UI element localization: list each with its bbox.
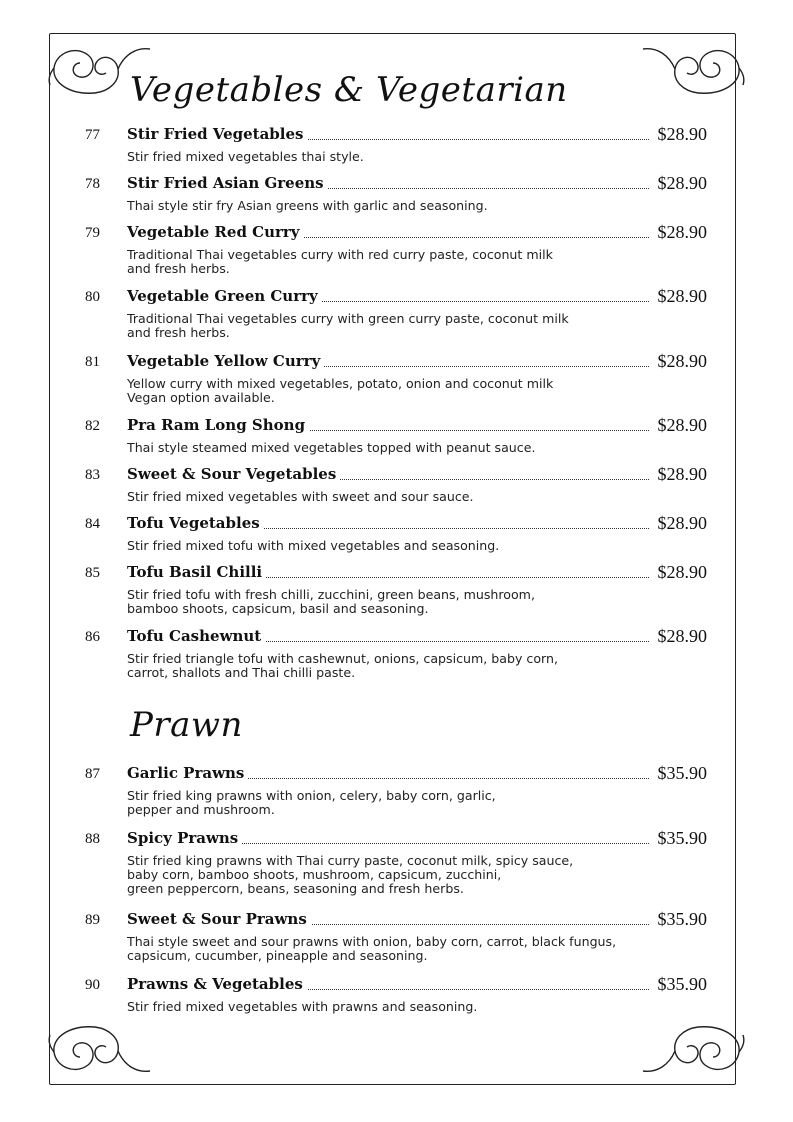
item-price: $28.90 xyxy=(657,173,707,193)
item-number: 77 xyxy=(85,127,100,143)
item-number: 84 xyxy=(85,516,100,532)
description-line: Traditional Thai vegetables curry with green curry paste, coconut milk xyxy=(127,311,569,326)
item-number: 86 xyxy=(85,629,100,645)
description-line: Stir fried mixed vegetables thai style. xyxy=(127,149,364,164)
item-number: 81 xyxy=(85,354,100,370)
description-line: Stir fried tofu with fresh chilli, zucchini, green beans, mushroom, xyxy=(127,587,535,602)
description-line: and fresh herbs. xyxy=(127,325,230,340)
item-name: Sweet & Sour Vegetables xyxy=(127,463,340,485)
item-price: $28.90 xyxy=(657,415,707,435)
item-number: 88 xyxy=(85,831,100,847)
section-title-prawn: Prawn xyxy=(130,705,243,745)
item-description xyxy=(127,248,707,276)
item-price: $28.90 xyxy=(657,513,707,533)
item-description xyxy=(127,935,707,963)
section-title-vegetables: Vegetables & Vegetarian xyxy=(130,70,568,110)
item-name: Prawns & Vegetables xyxy=(127,973,307,995)
menu-item-87 xyxy=(85,764,707,817)
item-name: Vegetable Yellow Curry xyxy=(127,350,324,372)
menu-item-90 xyxy=(85,975,707,1014)
item-price: $35.90 xyxy=(657,974,707,994)
item-price: $35.90 xyxy=(657,909,707,929)
item-price: $35.90 xyxy=(657,763,707,783)
description-line: Stir fried triangle tofu with cashewnut, onions, capsicum, baby corn, xyxy=(127,651,558,666)
item-price: $28.90 xyxy=(657,626,707,646)
description-line: Stir fried king prawns with onion, celery, baby corn, garlic, xyxy=(127,788,496,803)
menu-item-85 xyxy=(85,563,707,616)
menu-item-78 xyxy=(85,174,707,213)
item-description xyxy=(127,199,707,213)
item-price: $28.90 xyxy=(657,124,707,144)
item-name: Stir Fried Vegetables xyxy=(127,123,307,145)
menu-item-82 xyxy=(85,416,707,455)
item-name: Sweet & Sour Prawns xyxy=(127,908,311,930)
corner-flourish-top-right xyxy=(633,33,753,103)
item-description xyxy=(127,441,707,455)
item-name: Tofu Basil Chilli xyxy=(127,561,266,583)
item-description xyxy=(127,789,707,817)
item-description xyxy=(127,652,707,680)
item-price: $28.90 xyxy=(657,464,707,484)
description-line: capsicum, cucumber, pineapple and seasoning. xyxy=(127,948,428,963)
item-number: 85 xyxy=(85,565,100,581)
item-description xyxy=(127,588,707,616)
menu-item-89 xyxy=(85,910,707,963)
description-line: Traditional Thai vegetables curry with red curry paste, coconut milk xyxy=(127,247,553,262)
menu-item-88 xyxy=(85,829,707,896)
item-number: 90 xyxy=(85,977,100,993)
menu-item-80 xyxy=(85,287,707,340)
item-name: Tofu Cashewnut xyxy=(127,625,265,647)
description-line: and fresh herbs. xyxy=(127,261,230,276)
item-number: 82 xyxy=(85,418,100,434)
item-number: 89 xyxy=(85,912,100,928)
item-name: Pra Ram Long Shong xyxy=(127,414,309,436)
menu-item-84 xyxy=(85,514,707,553)
description-line: Thai style stir fry Asian greens with garlic and seasoning. xyxy=(127,198,488,213)
item-price: $28.90 xyxy=(657,222,707,242)
item-name: Vegetable Red Curry xyxy=(127,221,304,243)
item-number: 80 xyxy=(85,289,100,305)
description-line: baby corn, bamboo shoots, mushroom, capsicum, zucchini, xyxy=(127,867,502,882)
menu-item-83 xyxy=(85,465,707,504)
description-line: Thai style sweet and sour prawns with onion, baby corn, carrot, black fungus, xyxy=(127,934,617,949)
description-line: carrot, shallots and Thai chilli paste. xyxy=(127,665,356,680)
item-number: 87 xyxy=(85,766,100,782)
menu-item-86 xyxy=(85,627,707,680)
item-name: Tofu Vegetables xyxy=(127,512,264,534)
menu-item-81 xyxy=(85,352,707,405)
description-line: Stir fried mixed vegetables with prawns and seasoning. xyxy=(127,999,478,1014)
description-line: bamboo shoots, capsicum, basil and seasoning. xyxy=(127,601,429,616)
corner-flourish-bottom-left xyxy=(40,1017,160,1087)
menu-item-77 xyxy=(85,125,707,164)
item-name: Vegetable Green Curry xyxy=(127,285,322,307)
item-description xyxy=(127,490,707,504)
item-description xyxy=(127,854,707,896)
item-number: 78 xyxy=(85,176,100,192)
description-line: green peppercorn, beans, seasoning and fresh herbs. xyxy=(127,881,464,896)
item-description xyxy=(127,312,707,340)
item-price: $28.90 xyxy=(657,351,707,371)
item-description xyxy=(127,1000,707,1014)
item-number: 79 xyxy=(85,225,100,241)
description-line: Stir fried king prawns with Thai curry paste, coconut milk, spicy sauce, xyxy=(127,853,574,868)
description-line: Stir fried mixed tofu with mixed vegetables and seasoning. xyxy=(127,538,500,553)
description-line: pepper and mushroom. xyxy=(127,802,275,817)
description-line: Stir fried mixed vegetables with sweet and sour sauce. xyxy=(127,489,474,504)
item-description xyxy=(127,539,707,553)
menu-item-79 xyxy=(85,223,707,276)
description-line: Vegan option available. xyxy=(127,390,275,405)
item-price: $35.90 xyxy=(657,828,707,848)
description-line: Yellow curry with mixed vegetables, potato, onion and coconut milk xyxy=(127,376,554,391)
item-number: 83 xyxy=(85,467,100,483)
corner-flourish-bottom-right xyxy=(633,1017,753,1087)
item-price: $28.90 xyxy=(657,562,707,582)
description-line: Thai style steamed mixed vegetables topped with peanut sauce. xyxy=(127,440,536,455)
item-name: Spicy Prawns xyxy=(127,827,242,849)
item-name: Stir Fried Asian Greens xyxy=(127,172,328,194)
item-name: Garlic Prawns xyxy=(127,762,248,784)
item-description xyxy=(127,150,707,164)
item-description xyxy=(127,377,707,405)
item-price: $28.90 xyxy=(657,286,707,306)
